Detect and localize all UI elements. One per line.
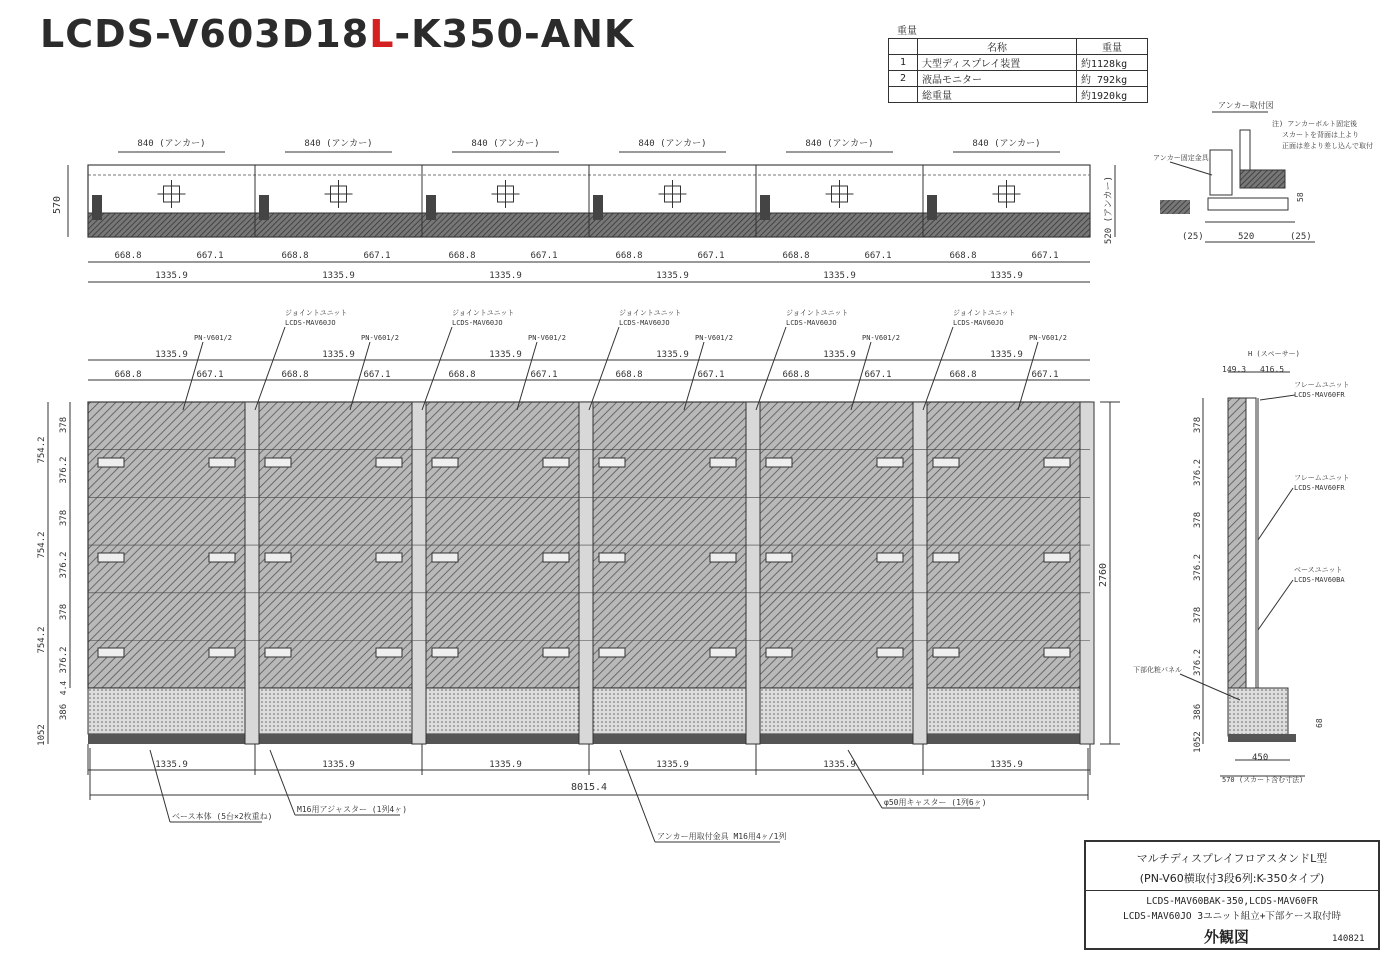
- top-view: [52, 138, 1115, 282]
- side-d2: 416.5: [1260, 365, 1285, 374]
- vesa-bracket: [599, 648, 625, 657]
- joint-label: ジョイントユニット: [619, 309, 682, 317]
- right-dim-label: 667.1: [697, 251, 725, 261]
- vesa-bracket: [599, 553, 625, 562]
- vesa-bracket: [710, 553, 736, 562]
- bottom-unit-dim: 1335.9: [656, 760, 689, 770]
- front-view: [88, 309, 1094, 775]
- vesa-bracket: [710, 648, 736, 657]
- right-dim-label: 667.1: [697, 370, 725, 380]
- joint-model-label: LCDS-MAV60JO: [619, 319, 670, 327]
- row-inner-dim: 378: [59, 509, 69, 527]
- anchor-dim-label: 840 (アンカー): [805, 139, 874, 149]
- anchor-dim-mid: 520: [1238, 232, 1255, 242]
- weight-row: 1 大型ディスプレイ装置 約1128kg: [889, 55, 1148, 71]
- vesa-bracket: [265, 553, 291, 562]
- right-dim-label: 667.1: [530, 370, 558, 380]
- unit-dim-label: 1335.9: [155, 271, 188, 281]
- right-dim-label: 667.1: [864, 370, 892, 380]
- bottom-unit-dim: 1335.9: [823, 760, 856, 770]
- title-block: [1084, 840, 1380, 950]
- bracket: [92, 195, 102, 220]
- vesa-bracket: [432, 648, 458, 657]
- vesa-bracket: [543, 553, 569, 562]
- vesa-bracket: [432, 553, 458, 562]
- side-frame1: フレームユニット: [1294, 381, 1350, 389]
- joint-post: [746, 402, 760, 744]
- title-line3: LCDS-MAV60BAK-350,LCDS-MAV60FR: [1146, 896, 1318, 907]
- unit-dim-label: 1335.9: [322, 271, 355, 281]
- vesa-bracket: [1044, 553, 1070, 562]
- side-base-model: LCDS-MAV60BA: [1294, 576, 1345, 584]
- vesa-bracket: [933, 553, 959, 562]
- side-bottom-dim: 570 (スカート含む寸法): [1222, 776, 1304, 784]
- side-frame2-model: LCDS-MAV60FR: [1294, 484, 1345, 492]
- joint-label: ジョイントユニット: [285, 309, 348, 317]
- right-dim-label: 667.1: [1031, 251, 1059, 261]
- anchor-dim-label: 840 (アンカー): [471, 139, 540, 149]
- left-dim-label: 668.8: [114, 251, 142, 261]
- right-dim-label: 667.1: [864, 251, 892, 261]
- bottom-dim-c: 1052: [37, 724, 47, 746]
- right-dim-label: 667.1: [1031, 370, 1059, 380]
- vesa-bracket: [209, 458, 235, 467]
- side-row-dim: 378: [1193, 606, 1203, 624]
- bracket: [426, 195, 436, 220]
- vesa-bracket: [98, 648, 124, 657]
- unit-dim-label: 1335.9: [489, 350, 522, 360]
- side-top-label: H (スペーサー): [1248, 350, 1300, 358]
- side-frame2: フレームユニット: [1294, 474, 1350, 482]
- row-outer-dim: 754.2: [37, 436, 47, 464]
- unit-dim-label: 1335.9: [656, 271, 689, 281]
- weight-head-name: 名称: [918, 39, 1077, 55]
- weight-caption: 重量: [897, 26, 917, 37]
- vesa-bracket: [376, 553, 402, 562]
- bottom-dim-b: 386: [59, 703, 69, 721]
- vesa-bracket: [432, 458, 458, 467]
- left-dim-label: 668.8: [782, 370, 810, 380]
- side-row-dim: 378: [1193, 511, 1203, 529]
- anchor-dim-label: 840 (アンカー): [304, 139, 373, 149]
- anchor-dim-label: 840 (アンカー): [638, 139, 707, 149]
- left-dim-label: 668.8: [281, 370, 309, 380]
- vesa-bracket: [766, 648, 792, 657]
- anchor-dim-label: 840 (アンカー): [137, 139, 206, 149]
- bottom-unit-dim: 1335.9: [322, 760, 355, 770]
- row-outer-dim: 754.2: [37, 626, 47, 654]
- vesa-bracket: [766, 458, 792, 467]
- anchor-dim-right: (25): [1290, 232, 1312, 242]
- side-width-450: 450: [1252, 753, 1269, 763]
- anchor-note: 注) アンカーボルト固定後: [1272, 120, 1358, 128]
- vesa-bracket: [98, 458, 124, 467]
- title-code: 140821: [1332, 934, 1365, 944]
- vesa-bracket: [543, 648, 569, 657]
- bottom-unit-dim: 1335.9: [155, 760, 188, 770]
- joint-post: [245, 402, 259, 744]
- unit-dim-label: 1335.9: [656, 350, 689, 360]
- vesa-bracket: [543, 458, 569, 467]
- anchor-dim-label: 840 (アンカー): [972, 139, 1041, 149]
- weight-head-weight: 重量: [1077, 39, 1148, 55]
- vesa-bracket: [265, 458, 291, 467]
- title-label: 外観図: [1204, 928, 1250, 946]
- left-dim-label: 668.8: [615, 251, 643, 261]
- monitor-label: PN-V601/2: [361, 334, 399, 342]
- anchor-callout: アンカー用取付金具 M16用4ヶ/1列: [657, 832, 787, 841]
- bracket: [593, 195, 603, 220]
- left-dim-label: 668.8: [949, 370, 977, 380]
- side-row-dim: 376.2: [1193, 648, 1203, 677]
- side-view: [1133, 350, 1349, 784]
- joint-leader: [589, 327, 619, 410]
- side-row-dim: 376.2: [1193, 553, 1203, 582]
- vesa-bracket: [933, 648, 959, 657]
- monitor-label: PN-V601/2: [862, 334, 900, 342]
- vesa-bracket: [877, 648, 903, 657]
- bottom-unit-dim: 1335.9: [990, 760, 1023, 770]
- unit-dim-label: 1335.9: [990, 350, 1023, 360]
- row-outer-dim: 754.2: [37, 531, 47, 559]
- vesa-bracket: [209, 648, 235, 657]
- joint-model-label: LCDS-MAV60JO: [953, 319, 1004, 327]
- left-dim-label: 668.8: [448, 251, 476, 261]
- joint-model-label: LCDS-MAV60JO: [452, 319, 503, 327]
- left-dim-label: 668.8: [281, 251, 309, 261]
- side-panel: 下部化粧パネル: [1133, 666, 1182, 674]
- unit-dim-label: 1335.9: [489, 271, 522, 281]
- vesa-bracket: [877, 458, 903, 467]
- row-inner-dim: 378: [59, 603, 69, 621]
- left-dim-label: 668.8: [949, 251, 977, 261]
- joint-label: ジョイントユニット: [786, 309, 849, 317]
- side-b2: 1052: [1193, 731, 1203, 753]
- row-inner-dim: 376.2: [59, 646, 69, 674]
- joint-label: ジョイントユニット: [452, 309, 515, 317]
- joint-label: ジョイントユニット: [953, 309, 1016, 317]
- vesa-bracket: [98, 553, 124, 562]
- vesa-bracket: [766, 553, 792, 562]
- bottom-callouts: [150, 750, 987, 842]
- drawing-title: LCDS-V603D18L-K350-ANK: [40, 12, 635, 56]
- vesa-bracket: [877, 553, 903, 562]
- title-line1: マルチディスプレイフロアスタンドL型: [1136, 852, 1328, 865]
- joint-leader: [923, 327, 953, 410]
- anchor-note: スカートを背面は上より: [1282, 131, 1359, 139]
- joint-post: [1080, 402, 1094, 744]
- joint-leader: [422, 327, 452, 410]
- right-dim-label: 667.1: [196, 370, 224, 380]
- joint-leader: [255, 327, 285, 410]
- joint-post: [579, 402, 593, 744]
- row-inner-dim: 376.2: [59, 456, 69, 484]
- anchor-fixture-label: アンカー固定金具: [1153, 154, 1209, 162]
- front-height-total: 2760: [1098, 562, 1109, 588]
- joint-post: [913, 402, 927, 744]
- vesa-bracket: [1044, 648, 1070, 657]
- side-row-dim: 376.2: [1193, 458, 1203, 487]
- monitor-label: PN-V601/2: [695, 334, 733, 342]
- right-dim-label: 667.1: [196, 251, 224, 261]
- vesa-bracket: [1044, 458, 1070, 467]
- unit-dim-label: 1335.9: [823, 350, 856, 360]
- anchor-note: 正面は差より差し込んで取付: [1282, 142, 1373, 150]
- bracket: [927, 195, 937, 220]
- anchor-dim-left: (25): [1182, 232, 1204, 242]
- left-dim-label: 668.8: [114, 370, 142, 380]
- bottom-unit-dim: 1335.9: [489, 760, 522, 770]
- right-dim-label: 667.1: [363, 370, 391, 380]
- monitor-label: PN-V601/2: [1029, 334, 1067, 342]
- base-callout: ベース本体 (5台×2枚重ね): [172, 812, 273, 821]
- unit-dim-label: 1335.9: [322, 350, 355, 360]
- left-dim-label: 668.8: [448, 370, 476, 380]
- side-b1: 386: [1193, 703, 1203, 721]
- vesa-bracket: [599, 458, 625, 467]
- unit-dim-label: 1335.9: [823, 271, 856, 281]
- joint-model-label: LCDS-MAV60JO: [285, 319, 336, 327]
- weight-row: 2 液晶モニター 約 792kg: [889, 71, 1148, 87]
- joint-post: [412, 402, 426, 744]
- vesa-bracket: [376, 648, 402, 657]
- monitor-label: PN-V601/2: [194, 334, 232, 342]
- weight-row: 総重量 約1920kg: [889, 87, 1148, 103]
- vesa-bracket: [265, 648, 291, 657]
- bracket: [259, 195, 269, 220]
- caster-callout: φ50用キャスター (1列6ヶ): [884, 798, 987, 807]
- top-depth-label: 520 (アンカー): [1104, 175, 1114, 245]
- vesa-bracket: [933, 458, 959, 467]
- anchor-dim-58: 58: [1296, 192, 1305, 202]
- side-d1: 149.3: [1222, 365, 1247, 374]
- bracket: [760, 195, 770, 220]
- joint-leader: [756, 327, 786, 410]
- bottom-dim-a: 4.4: [59, 680, 68, 696]
- title-line2: (PN-V60横取付3段6列:K-350タイプ): [1139, 872, 1325, 885]
- row-inner-dim: 378: [59, 416, 69, 434]
- anchor-detail-title: アンカー取付図: [1218, 101, 1274, 110]
- vesa-bracket: [376, 458, 402, 467]
- side-dim-68: 68: [1315, 718, 1324, 728]
- left-dim-label: 668.8: [782, 251, 810, 261]
- side-base: ベースユニット: [1294, 566, 1343, 574]
- right-dim-label: 667.1: [363, 251, 391, 261]
- side-frame1-model: LCDS-MAV60FR: [1294, 391, 1345, 399]
- top-height-label: 570: [52, 195, 63, 215]
- left-dim-label: 668.8: [615, 370, 643, 380]
- anchor-detail: [1153, 100, 1373, 242]
- front-left-dims: [37, 402, 70, 746]
- adjuster-callout: M16用アジャスター (1列4ヶ): [297, 805, 408, 814]
- front-total-width: 8015.4: [570, 782, 608, 793]
- unit-dim-label: 1335.9: [990, 271, 1023, 281]
- right-dim-label: 667.1: [530, 251, 558, 261]
- vesa-bracket: [710, 458, 736, 467]
- joint-model-label: LCDS-MAV60JO: [786, 319, 837, 327]
- monitor-label: PN-V601/2: [528, 334, 566, 342]
- side-row-dim: 378: [1193, 416, 1203, 434]
- vesa-bracket: [209, 553, 235, 562]
- title-line4: LCDS-MAV60JO 3ユニット組立+下部ケース取付時: [1123, 911, 1341, 922]
- unit-dim-label: 1335.9: [155, 350, 188, 360]
- row-inner-dim: 376.2: [59, 551, 69, 579]
